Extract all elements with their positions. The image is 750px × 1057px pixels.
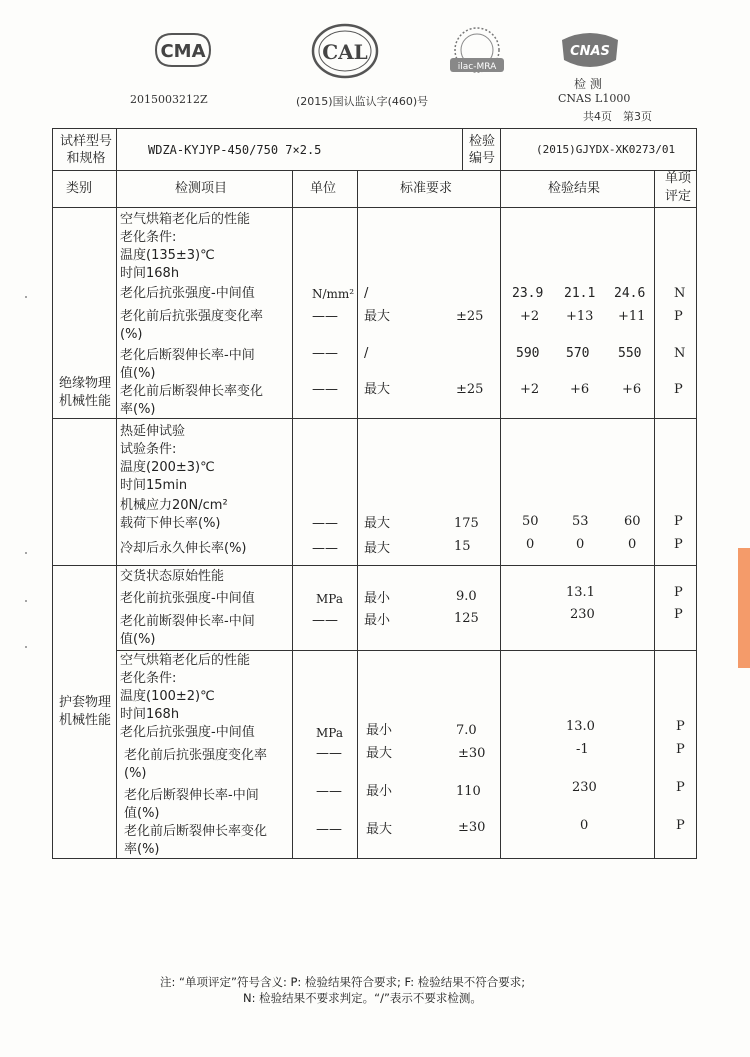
ins-aging-r2-v2: +13 xyxy=(566,309,594,324)
sheath-aging-r2-std: 最大 xyxy=(366,746,393,761)
sheath-aging-r2-unit: —— xyxy=(316,746,342,761)
ins-aging-r2-val: ±25 xyxy=(456,309,484,324)
sheath-orig-r1-std: 最小 xyxy=(364,591,391,606)
cal-logo-text: CAL xyxy=(322,40,368,64)
sheath-aging-r4-unit: —— xyxy=(316,822,342,837)
hotset-r1-v3: 60 xyxy=(624,514,641,529)
report-id-label: 检验 编号 xyxy=(468,134,495,166)
scan-dot xyxy=(25,600,27,602)
sheath-aging-time: 时间168h xyxy=(120,707,180,722)
cnas-number: CNAS L1000 xyxy=(558,92,631,105)
ins-aging-r3-std: / xyxy=(364,346,369,361)
ins-aging-r2-v1: +2 xyxy=(520,309,540,324)
sheath-aging-r4-eval: P xyxy=(676,818,685,833)
sheath-aging-r3-result: 230 xyxy=(572,780,597,795)
ins-aging-r4-v3: +6 xyxy=(622,382,642,397)
ins-aging-title: 空气烘箱老化后的性能 xyxy=(120,212,251,227)
hotset-r2-item: 冷却后永久伸长率(%) xyxy=(120,541,247,556)
col-result: 检验结果 xyxy=(548,181,601,196)
cnas-test-label: 检 测 xyxy=(574,77,602,91)
ins-aging-r4-eval: P xyxy=(674,382,683,397)
sheath-aging-r1-val: 7.0 xyxy=(456,723,477,738)
col-unit: 单位 xyxy=(310,181,337,196)
hotset-r2-eval: P xyxy=(674,537,683,552)
ins-aging-r1-eval: N xyxy=(674,286,686,301)
sheath-orig-r1-val: 9.0 xyxy=(456,589,477,604)
col-verdict: 单项 评定 xyxy=(664,171,691,204)
sheath-orig-r1-eval: P xyxy=(674,585,683,600)
category-sheath: 护套物理 机械性能 xyxy=(58,695,111,728)
sheath-orig-r2-std: 最小 xyxy=(364,613,391,628)
sheath-aging-r1-item: 老化后抗张强度-中间值 xyxy=(120,725,255,740)
ins-aging-r1-v1: 23.9 xyxy=(512,286,544,301)
footnote-line2: N: 检验结果不要求判定。“/”表示不要求检测。 xyxy=(243,991,482,1005)
col-standard: 标准要求 xyxy=(400,181,453,196)
ins-aging-r3-v3: 550 xyxy=(618,346,642,361)
col-item: 检测项目 xyxy=(175,181,228,196)
hotset-r2-v1: 0 xyxy=(526,537,535,552)
ilac-logo-text: ilac-MRA xyxy=(457,62,497,72)
hotset-cond: 试验条件: xyxy=(120,442,177,457)
hotset-stress: 机械应力20N/cm² xyxy=(120,498,228,513)
seal-edge xyxy=(738,548,750,668)
sheath-aging-r1-std: 最小 xyxy=(366,723,393,738)
hotset-r1-v2: 53 xyxy=(572,514,589,529)
ins-aging-r4-item: 老化前后断裂伸长率变化 率(%) xyxy=(120,384,264,417)
hotset-r1-unit: —— xyxy=(312,516,338,531)
hotset-time: 时间15min xyxy=(120,478,188,493)
ins-aging-r3-item: 老化后断裂伸长率-中间 值(%) xyxy=(120,348,255,381)
sheath-aging-r4-val: ±30 xyxy=(458,820,486,835)
ins-aging-r1-v2: 21.1 xyxy=(564,286,596,301)
hotset-r2-std: 最大 xyxy=(364,541,391,556)
ins-aging-temp: 温度(135±3)℃ xyxy=(120,248,215,263)
hotset-r2-val: 15 xyxy=(454,539,471,554)
sheath-aging-r3-eval: P xyxy=(676,780,685,795)
sheath-aging-r4-item: 老化前后断裂伸长率变化 率(%) xyxy=(124,824,268,857)
cnas-logo xyxy=(558,30,622,70)
hotset-r2-unit: —— xyxy=(312,541,338,556)
cnas-logo-text: CNAS xyxy=(570,44,610,59)
ins-aging-cond: 老化条件: xyxy=(120,230,177,245)
ins-aging-r1-std: / xyxy=(364,286,369,301)
sheath-aging-r4-result: 0 xyxy=(580,818,589,833)
report-id-value: (2015)GJYDX-XK0273/01 xyxy=(536,143,676,156)
ins-aging-r4-unit: —— xyxy=(312,382,338,397)
sheath-aging-cond: 老化条件: xyxy=(120,671,177,686)
ins-aging-r2-v3: +11 xyxy=(618,309,646,324)
category-insulation: 绝缘物理 机械性能 xyxy=(58,376,111,409)
ins-aging-r3-v2: 570 xyxy=(566,346,590,361)
hotset-r1-eval: P xyxy=(674,514,683,529)
ins-aging-r1-unit: N/mm² xyxy=(312,287,355,301)
ins-aging-r4-v2: +6 xyxy=(570,382,590,397)
sheath-aging-title: 空气烘箱老化后的性能 xyxy=(120,653,251,668)
sheath-orig-r2-item: 老化前断裂伸长率-中间 值(%) xyxy=(120,614,255,647)
sheath-aging-temp: 温度(100±2)℃ xyxy=(120,689,215,704)
hotset-temp: 温度(200±3)℃ xyxy=(120,460,215,475)
col-category: 类别 xyxy=(66,181,93,196)
sheath-orig-r2-result: 230 xyxy=(570,607,595,622)
ins-aging-r2-std: 最大 xyxy=(364,309,391,324)
hotset-r1-val: 175 xyxy=(454,516,479,531)
sheath-aging-r1-eval: P xyxy=(676,719,685,734)
sheath-aging-r3-std: 最小 xyxy=(366,784,393,799)
sheath-orig-r1-item: 老化前抗张强度-中间值 xyxy=(120,591,255,606)
ins-aging-r3-v1: 590 xyxy=(516,346,540,361)
cma-logo xyxy=(150,30,216,70)
ins-aging-r2-item: 老化前后抗张强度变化率 (%) xyxy=(120,309,264,342)
sheath-orig-r1-result: 13.1 xyxy=(566,585,595,600)
sheath-orig-r1-unit: MPa xyxy=(316,592,343,606)
sheath-orig-r2-unit: —— xyxy=(312,613,338,628)
hotset-title: 热延伸试验 xyxy=(120,424,186,439)
ilac-mra-logo xyxy=(446,24,508,82)
hotset-r1-std: 最大 xyxy=(364,516,391,531)
sheath-orig-title: 交货状态原始性能 xyxy=(120,569,225,584)
sheath-aging-r1-unit: MPa xyxy=(316,726,343,740)
sheath-aging-r1-result: 13.0 xyxy=(566,719,595,734)
ins-aging-r3-unit: —— xyxy=(312,346,338,361)
sheath-aging-r2-val: ±30 xyxy=(458,746,486,761)
cma-number: 2015003212Z xyxy=(130,93,208,106)
ins-aging-time: 时间168h xyxy=(120,266,180,281)
ins-aging-r1-item: 老化后抗张强度-中间值 xyxy=(120,286,255,301)
hotset-r2-v2: 0 xyxy=(576,537,585,552)
sheath-aging-r3-unit: —— xyxy=(316,784,342,799)
ins-aging-r4-val: ±25 xyxy=(456,382,484,397)
sheath-orig-r2-val: 125 xyxy=(454,611,479,626)
ins-aging-r4-v1: +2 xyxy=(520,382,540,397)
sample-model-value: WDZA-KYJYP-450/750 7×2.5 xyxy=(148,143,322,157)
hotset-r1-v1: 50 xyxy=(522,514,539,529)
ins-aging-r4-std: 最大 xyxy=(364,382,391,397)
scan-dot xyxy=(25,296,27,298)
ins-aging-r3-eval: N xyxy=(674,346,686,361)
sheath-aging-r3-val: 110 xyxy=(456,784,481,799)
footnote-line1: 注: “单项评定”符号含义: P: 检验结果符合要求; F: 检验结果不符合要求; xyxy=(160,975,526,989)
ins-aging-r2-eval: P xyxy=(674,309,683,324)
hotset-r1-item: 载荷下伸长率(%) xyxy=(120,516,221,531)
ins-aging-r1-v3: 24.6 xyxy=(614,286,646,301)
page-info: 共4页 第3页 xyxy=(583,110,652,123)
hotset-r2-v3: 0 xyxy=(628,537,637,552)
sheath-aging-r2-eval: P xyxy=(676,742,685,757)
cal-logo xyxy=(310,22,380,80)
cal-number: (2015)国认监认字(460)号 xyxy=(296,95,429,108)
scan-dot xyxy=(25,552,27,554)
sheath-aging-r3-item: 老化后断裂伸长率-中间 值(%) xyxy=(124,788,259,821)
sheath-aging-r4-std: 最大 xyxy=(366,822,393,837)
ins-aging-r2-unit: —— xyxy=(312,309,338,324)
sheath-aging-r2-result: -1 xyxy=(576,742,589,757)
scan-dot xyxy=(25,646,27,648)
cma-logo-text: CMA xyxy=(160,41,206,62)
sheath-aging-r2-item: 老化前后抗张强度变化率 (%) xyxy=(124,748,268,781)
sheath-orig-r2-eval: P xyxy=(674,607,683,622)
sample-model-label: 试样型号 和规格 xyxy=(59,134,112,166)
